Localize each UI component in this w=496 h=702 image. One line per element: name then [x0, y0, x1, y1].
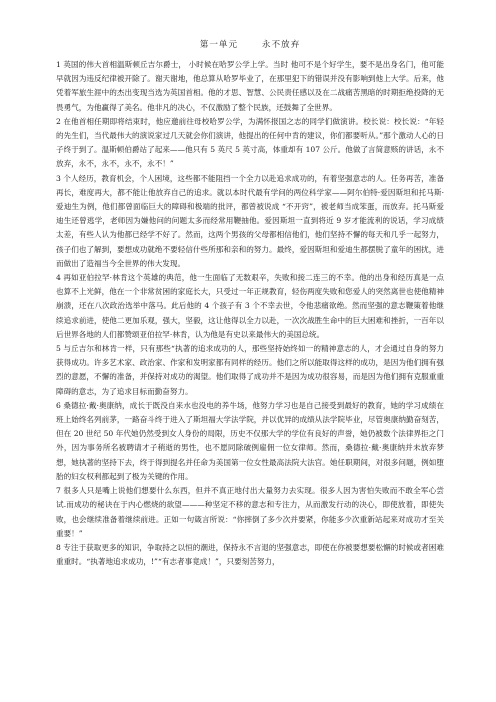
paragraph-1: 1 英国的伟大首相温斯顿丘吉尔爵士， 小时候在哈罗公学上学。当时 他可不是个好学生，要不是出身名门，他可能早就因为违反纪律被开除了。谢天谢地，他总算从哈罗毕业了，在那里犯下的错误并没有影响到他上大学。后来，他凭着军旅生涯中的杰出变现当选为英国首相。他的才思、智慧、公民责任感以及在二战痛苦黑暗的时期拒绝投降的无畏勇气，为他赢得了美名。他非凡的决心，不仅激励了整个民族，还鼓舞了全世界。	[56, 60, 444, 112]
document-page	[56, 38, 444, 569]
paragraph-2: 2 在他首相任期即将结束时，他应邀前往母校哈罗公学，为满怀报国之志的同学们做演讲。校长说：校长说：“年轻的先生们，当代最伟大的演说家过几天就会你们演讲，他提出的任何中肯的建议，你们都要听从。”那个激动人心的日子终于到了。温斯顿伯爵站了起来——他只有 5 英尺 5 英寸高，体重却有 107 公斤。他做了言简意赅的讲话，永不放弃，永不，永不，永不，永不！”	[56, 116, 444, 169]
title-unit: 第一单元	[199, 40, 239, 50]
title-theme: 永不放弃	[261, 40, 301, 50]
paragraph-3: 3 个人经历，教育机会，个人困境，这些都不能阻挡一个全力以赴追求成功的，有着坚强意志的人。任务再苦，准备再长，难度再大，都不能让他放弃自己的追求。就以本时代最有学问的两位科学家——阿尔伯特·爱因斯坦和托马斯·爱迪生为例，他们都曾面临巨大的障碍和极端的批评，都曾被说成 “不开窍”，被老师当成笨蛋，而放弃。托马斯爱迪生还曾逃学，老师因为嫌他问的问题太多而经常用鞭抽他。爱因斯坦一直到将近 9 岁才能流利的说话，学习成绩太差，有些人认为他都已经学不好了。然而，这两个男孩的父母都相信他们，他们坚持不懈的每天和几乎一起努力，孩子们也了解到，要想成功就绝不要轻信什些所那和亲和的努力。最终，爱因斯坦和爱迪生都摆脱了童年的困扰，进而做出了造福当今全世界的伟大发现。	[56, 173, 444, 268]
page-title	[56, 38, 444, 52]
paragraph-4: 4 再如亚伯拉罕·林肯这个英雄的典范，他一生面临了无数艰辛，失败和接二连三的不幸。他的出身和经历真是一点也算不上光鲜，他在一个非常贫困的家庭长大，只受过一年正规教育，轻伤两度失败和您爱人的突然离世也使他精神崩溃，还在八次政治选举中落马。此后他的 4 个孩子有 3 个不幸去世，令他悲痛欲绝。然而坚强的意志鞭策着他继续追求前进，使他二更加乐观，强大，坚毅，这让他得以全力以赴，一次次战胜生命中的巨大困难和挫折，一百年以后世界各地的人们都赞颂亚伯拉罕·林肯，认为他是有史以来最伟大的美国总统。	[56, 273, 444, 339]
paragraph-5: 5 与丘吉尔和林肯一样，只有那些“执著的追求成功的人，那些坚持始终如一的精神意志的人，才会通过自身的努力获得成功。许多艺术家、政治家、作家和发明家都有同样的经历。他们之所以能取得这样的成功，是因为他们拥有强烈的意愿，不懈的准备，并保持对成功的渴望。他们取得了成功并不是因为成功很容易，而是因为他们拥有克服重重障碍的意志，为了追求目标而勤奋努力。	[56, 344, 444, 396]
paragraph-6: 6 桑德拉·戴·奥康纳，成长于既没自来水也没电的养牛场，他努力学习也是自己接受到最好的教育，她的学习成绩在班上始终名列前茅，一路奋斗终于进入了斯坦福大学法学院，并以优异的成绩从法学院毕业，尽管奥康纳勤奋刻苦，但在 20 世纪 50 年代她仍然受到女人身份的局限，历史不仅那大学的学位有良好的声誉，她仍被数个法律界拒之门外，因为事务所名被聘请才子稍逝的男性，也不愿同除破例雇佣一位女律师。然而，桑德拉·戴·奥康纳并未放弃梦想，她执著的坚持下去，终于得到提名并任命为美国第一位女性最高法院大法官。她任职期间，对很多问题，例如堕胎的妇女权利都起到了极为关键的作用。	[56, 400, 444, 481]
paragraph-7: 7 很多人只是嘴上说他们想要什么东西，但并不真正地付出大量努力去实现。很多人因为害怕失败而不敢全军心尝试.而成功的秘诀在于内心燃烧的欲望———种坚定不移的意志和专注力，从而激发行动的决心，即使放着，即使失败，也会继续准备着继续前进。正如一句箴言所说：“你摔倒了多少次并要紧，你能多少次重新站起来对成功才至关重要！”	[56, 486, 444, 538]
paragraph-8: 8 专注于获取更多的知识，争取持之以恒的潮进，保持永不言退的坚强意志，即使在你被要想要松懈的时候或者困难重重时。“执著地追求成功，!”“有志者事竟成！”，只要刻苦努力，	[56, 542, 444, 567]
